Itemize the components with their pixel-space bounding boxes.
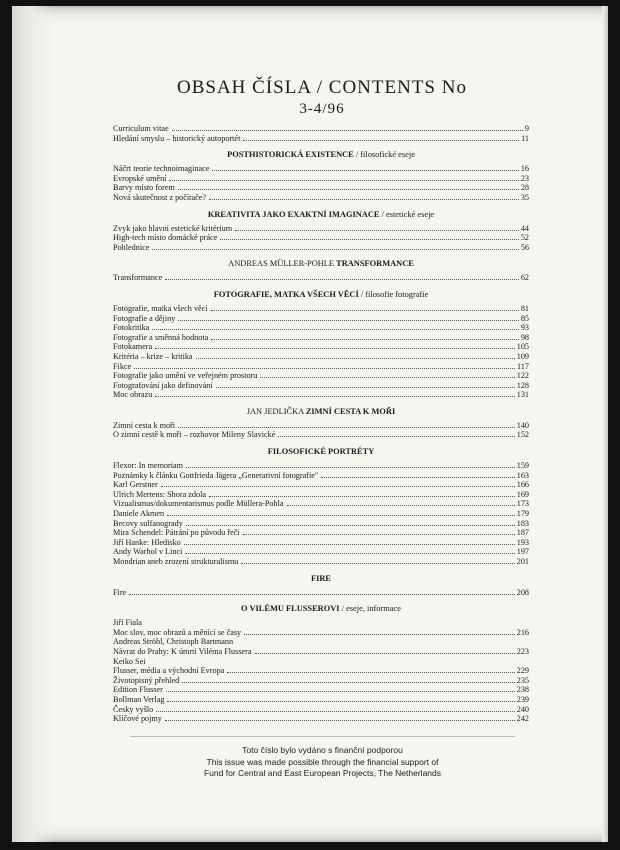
- entry-title: Fotografie a směnná hodnota: [113, 332, 209, 342]
- entry-title: Poznámky k článku Gottfrieda Jägera „Generativní fotografie": [113, 470, 319, 480]
- entry-title: Daniele Akmen: [113, 509, 165, 519]
- dot-leader: [152, 329, 518, 330]
- page-number: 173: [516, 499, 529, 509]
- page-number: 35: [520, 192, 529, 202]
- entry-title: Moc obrazu: [113, 390, 153, 400]
- page-number: 169: [516, 489, 529, 499]
- dot-leader: [178, 320, 519, 321]
- section-heading: [113, 447, 529, 457]
- entry-title: Fotokritika: [113, 323, 150, 333]
- dot-leader: [182, 682, 515, 683]
- entry-title: Bollman Verlag: [113, 694, 165, 704]
- entry-title: Karl Gerstner: [113, 480, 158, 490]
- dot-leader: [216, 387, 515, 388]
- page-edge: [602, 6, 608, 842]
- toc-section: [113, 604, 529, 724]
- section-heading: [113, 574, 529, 584]
- dot-leader: [244, 634, 515, 635]
- page-number: 197: [516, 547, 529, 557]
- entry-title: Fire: [113, 587, 127, 597]
- dot-leader: [167, 515, 515, 516]
- toc-entry[interactable]: [113, 174, 529, 184]
- entry-title: Evropské umění: [113, 173, 167, 183]
- page-number: 208: [516, 587, 529, 597]
- toc-entry[interactable]: [113, 685, 529, 695]
- entry-title: Ulrich Mertens: Shora zdola: [113, 489, 206, 499]
- entry-title: High-tech místo domácké práce: [113, 233, 218, 243]
- section-title: KREATIVITA JAKO EXAKTNÍ IMAGINACE: [207, 209, 380, 219]
- footer-note: [130, 745, 515, 780]
- entry-title: Flusser, média a východní Evropa: [113, 666, 225, 676]
- entry-title: Flexor: In memoriam: [113, 461, 184, 471]
- dot-leader: [169, 180, 518, 181]
- page-number: 28: [520, 183, 529, 193]
- dot-leader: [186, 467, 515, 468]
- entry-title: Kritéria – krize – kritika: [113, 351, 193, 361]
- section-title: TRANSFORMANCE: [336, 259, 414, 269]
- page-number: 105: [516, 342, 529, 352]
- dot-leader: [185, 553, 514, 554]
- page-number: 187: [516, 528, 529, 538]
- entry-title: Náčrt teorie technoimaginace: [113, 164, 210, 174]
- toc-entry[interactable]: [113, 134, 529, 144]
- toc-entry[interactable]: [113, 588, 529, 598]
- toc-entry[interactable]: [113, 628, 529, 638]
- entry-title: Fikce: [113, 361, 132, 371]
- toc-entry[interactable]: [113, 676, 529, 686]
- page-gutter: [12, 6, 54, 842]
- toc-entry[interactable]: [113, 183, 529, 193]
- toc-section: [113, 210, 529, 253]
- toc-entry[interactable]: [113, 480, 529, 490]
- dot-leader: [211, 310, 519, 311]
- entry-title: Nová skutečnost z počítače?: [113, 192, 206, 202]
- section-author: ANDREAS MÜLLER-POHLE: [228, 259, 337, 269]
- toc-entry[interactable]: [113, 714, 529, 724]
- dot-leader: [152, 249, 518, 250]
- dot-leader: [287, 505, 515, 506]
- dot-leader: [167, 701, 514, 702]
- toc-entry[interactable]: [113, 490, 529, 500]
- toc-entry[interactable]: [113, 421, 529, 431]
- entry-title: Vizualismus/dokumentarismus podle Müllera-Pohla: [113, 499, 284, 509]
- toc-entry[interactable]: [113, 371, 529, 381]
- page-number: 216: [516, 627, 529, 637]
- page-number: 16: [520, 164, 529, 174]
- toc-entry[interactable]: [113, 342, 529, 352]
- dot-leader: [209, 496, 515, 497]
- page-number: 242: [516, 714, 529, 724]
- dot-leader: [184, 544, 515, 545]
- entry-title: Zvyk jako hlavní estetické kritérium: [113, 223, 233, 233]
- toc-entry[interactable]: [113, 666, 529, 676]
- dot-leader: [161, 486, 515, 487]
- section-title: POSTHISTORICKÁ EXISTENCE: [227, 150, 354, 160]
- toc-entry[interactable]: [113, 224, 529, 234]
- dot-leader: [155, 396, 514, 397]
- entry-title: Zimní cesta k moři: [113, 420, 176, 430]
- dot-leader: [186, 525, 515, 526]
- page-number: 85: [520, 313, 529, 323]
- footer-line-2: This issue was made possible through the financial support of: [206, 756, 439, 767]
- entry-title: Fotografování jako definování: [113, 380, 213, 390]
- toc-entry[interactable]: [113, 124, 529, 134]
- toc-entry[interactable]: [113, 471, 529, 481]
- dot-leader: [209, 199, 519, 200]
- dot-leader: [220, 239, 518, 240]
- section-heading: [113, 604, 529, 614]
- dot-leader: [321, 477, 514, 478]
- toc-entry[interactable]: [113, 538, 529, 548]
- book-page: [12, 6, 608, 842]
- toc-entry[interactable]: [113, 499, 529, 509]
- page-number: 109: [516, 351, 529, 361]
- entry-title: Mira Schendel: Pátrání po původu řeči: [113, 528, 240, 538]
- dot-leader: [255, 653, 515, 654]
- page-number: 93: [520, 323, 529, 333]
- toc-entry[interactable]: [113, 461, 529, 471]
- footer-divider: [130, 736, 515, 737]
- section-subtitle: / filosofické eseje: [353, 150, 415, 160]
- section-heading: [113, 407, 529, 417]
- dot-leader: [243, 140, 519, 141]
- entry-title: Fotografie, matka všech věcí: [113, 303, 208, 313]
- toc-section: [113, 447, 529, 567]
- toc-entry[interactable]: [113, 705, 529, 715]
- dot-leader: [211, 339, 519, 340]
- toc-section: [113, 407, 529, 440]
- dot-leader: [278, 436, 514, 437]
- section-title: FOTOGRAFIE, MATKA VŠECH VĚCÍ: [213, 289, 359, 299]
- footer-line-3: Fund for Central and East European Projects, The Netherlands: [203, 768, 442, 778]
- entry-title: Fotografie a dějiny: [113, 313, 176, 323]
- entry-title: Životopisný přehled: [113, 675, 180, 685]
- section-heading: [113, 150, 529, 160]
- toc-entry[interactable]: [113, 695, 529, 705]
- entry-title: Edition Flusser: [113, 685, 163, 695]
- page-number: 201: [516, 557, 529, 566]
- page-number: 193: [516, 537, 529, 547]
- dot-leader: [134, 368, 515, 369]
- page-number: 140: [516, 420, 529, 430]
- dot-leader: [178, 427, 515, 428]
- section-heading: [113, 210, 529, 220]
- toc-entry[interactable]: [113, 304, 529, 314]
- entry-title: Barvy místo forem: [113, 183, 175, 193]
- issue-number: 3-4/96: [299, 101, 345, 117]
- entry-title: Transformance: [113, 273, 163, 283]
- entry-title: Becovy sulfanogrady: [113, 518, 183, 528]
- entry-title: Andy Warhol v Linci: [113, 547, 183, 557]
- toc-section: [113, 259, 529, 283]
- page-number: 223: [516, 646, 529, 656]
- section-subtitle: / estetické eseje: [379, 209, 435, 219]
- toc-entry[interactable]: [113, 637, 529, 647]
- toc-entry[interactable]: [113, 333, 529, 343]
- toc-entry[interactable]: [113, 519, 529, 529]
- dot-leader: [166, 691, 515, 692]
- toc-entry[interactable]: [113, 381, 529, 391]
- table-of-contents: [113, 124, 529, 724]
- entry-title: Jiří Hanke: Hledisko: [113, 537, 181, 547]
- section-author: JAN JEDLIČKA: [246, 406, 306, 416]
- page-number: 62: [520, 273, 529, 283]
- toc-entry[interactable]: [113, 618, 529, 628]
- page-number: 52: [520, 233, 529, 243]
- dot-leader: [155, 348, 515, 349]
- entry-title: Hledání smyslu – historický autoportét: [113, 133, 241, 143]
- dot-leader: [172, 130, 523, 131]
- page-number: 238: [516, 685, 529, 695]
- page-number: 240: [516, 704, 529, 714]
- page-title: OBSAH ČÍSLA / CONTENTS No: [177, 77, 467, 98]
- page-number: 159: [516, 461, 529, 471]
- dot-leader: [235, 230, 519, 231]
- toc-entry[interactable]: [113, 193, 529, 203]
- dot-leader: [178, 189, 519, 190]
- toc-section: [113, 290, 529, 400]
- entry-title: Jiří Fiala: [113, 618, 142, 628]
- page-number: 235: [516, 675, 529, 685]
- entry-title: Pohlednice: [113, 242, 150, 252]
- dot-leader: [260, 377, 514, 378]
- page-number: 239: [516, 694, 529, 704]
- toc-entry[interactable]: [113, 528, 529, 538]
- section-subtitle: / filosofie fotografie: [358, 289, 429, 299]
- page-number: 229: [516, 666, 529, 676]
- section-subtitle: / eseje, informace: [339, 604, 401, 614]
- section-title: FILOSOFICKÉ PORTRÉTY: [267, 447, 375, 457]
- dot-leader: [156, 711, 514, 712]
- page-number: 179: [516, 509, 529, 519]
- page-number: 183: [516, 518, 529, 528]
- toc-entry[interactable]: [113, 430, 529, 440]
- dot-leader: [129, 594, 515, 595]
- section-title: ZIMNÍ CESTA K MOŘI: [305, 406, 396, 416]
- page-number: 152: [516, 430, 529, 440]
- toc-entry[interactable]: [113, 657, 529, 667]
- page-number: 56: [520, 242, 529, 252]
- dot-leader: [196, 358, 515, 359]
- entry-title: Curriculum vitae: [113, 124, 169, 133]
- page-number: 166: [516, 480, 529, 490]
- page-number: 131: [516, 390, 529, 400]
- toc-entry[interactable]: [113, 390, 529, 400]
- dot-leader: [165, 279, 519, 280]
- section-heading: [113, 259, 529, 269]
- toc-entry[interactable]: [113, 273, 529, 283]
- section-heading: [113, 290, 529, 300]
- entry-title: Fotografie jako umění ve veřejném prostoru: [113, 371, 258, 381]
- page-number: 23: [520, 173, 529, 183]
- toc-entry[interactable]: [113, 647, 529, 657]
- entry-title: Klíčové pojmy: [113, 714, 162, 724]
- toc-section: [113, 150, 529, 202]
- toc-entry[interactable]: [113, 547, 529, 557]
- entry-title: O zimní cestě k moři – rozhovor Mileny Slavické: [113, 430, 276, 440]
- entry-title: Fotokamera: [113, 342, 153, 352]
- toc-entry[interactable]: [113, 323, 529, 333]
- page-number: 44: [520, 223, 529, 233]
- toc-entry[interactable]: [113, 164, 529, 174]
- entry-title: Návrat do Prahy: K úmrtí Viléma Flussera: [113, 646, 252, 656]
- page-number: 128: [516, 380, 529, 390]
- entry-title: Česky vyšlo: [113, 704, 154, 714]
- toc-entry[interactable]: [113, 243, 529, 253]
- page-number: 11: [521, 133, 529, 143]
- entry-title: Keiko Sei: [113, 656, 146, 666]
- page-number: 117: [517, 361, 529, 371]
- toc-section: [113, 574, 529, 598]
- page-number: 122: [516, 371, 529, 381]
- dot-leader: [227, 672, 514, 673]
- toc-section: [113, 124, 529, 143]
- entry-title: Mondrian aneb zrození strukturalismu: [113, 557, 239, 566]
- toc-entry[interactable]: [113, 557, 529, 567]
- entry-title: Andreas Ströhl, Christoph Bartmann: [113, 637, 234, 647]
- toc-entry[interactable]: [113, 352, 529, 362]
- page-number: 163: [516, 470, 529, 480]
- footer-line-1: Toto číslo bylo vydáno s finanční podporou: [242, 745, 403, 755]
- section-title: FIRE: [310, 573, 331, 583]
- dot-leader: [212, 170, 518, 171]
- dot-leader: [165, 720, 515, 721]
- page-number: 81: [520, 303, 529, 313]
- entry-title: Moc slov, moc obrazů a měnící se časy: [113, 627, 242, 637]
- dot-leader: [241, 563, 514, 564]
- page-number: 98: [520, 332, 529, 342]
- toc-entry[interactable]: [113, 233, 529, 243]
- section-title: O VILÉMU FLUSSEROVI: [241, 604, 340, 614]
- toc-entry[interactable]: [113, 509, 529, 519]
- dot-leader: [243, 534, 515, 535]
- page-number: 9: [524, 124, 529, 133]
- toc-entry[interactable]: [113, 362, 529, 372]
- toc-entry[interactable]: [113, 314, 529, 324]
